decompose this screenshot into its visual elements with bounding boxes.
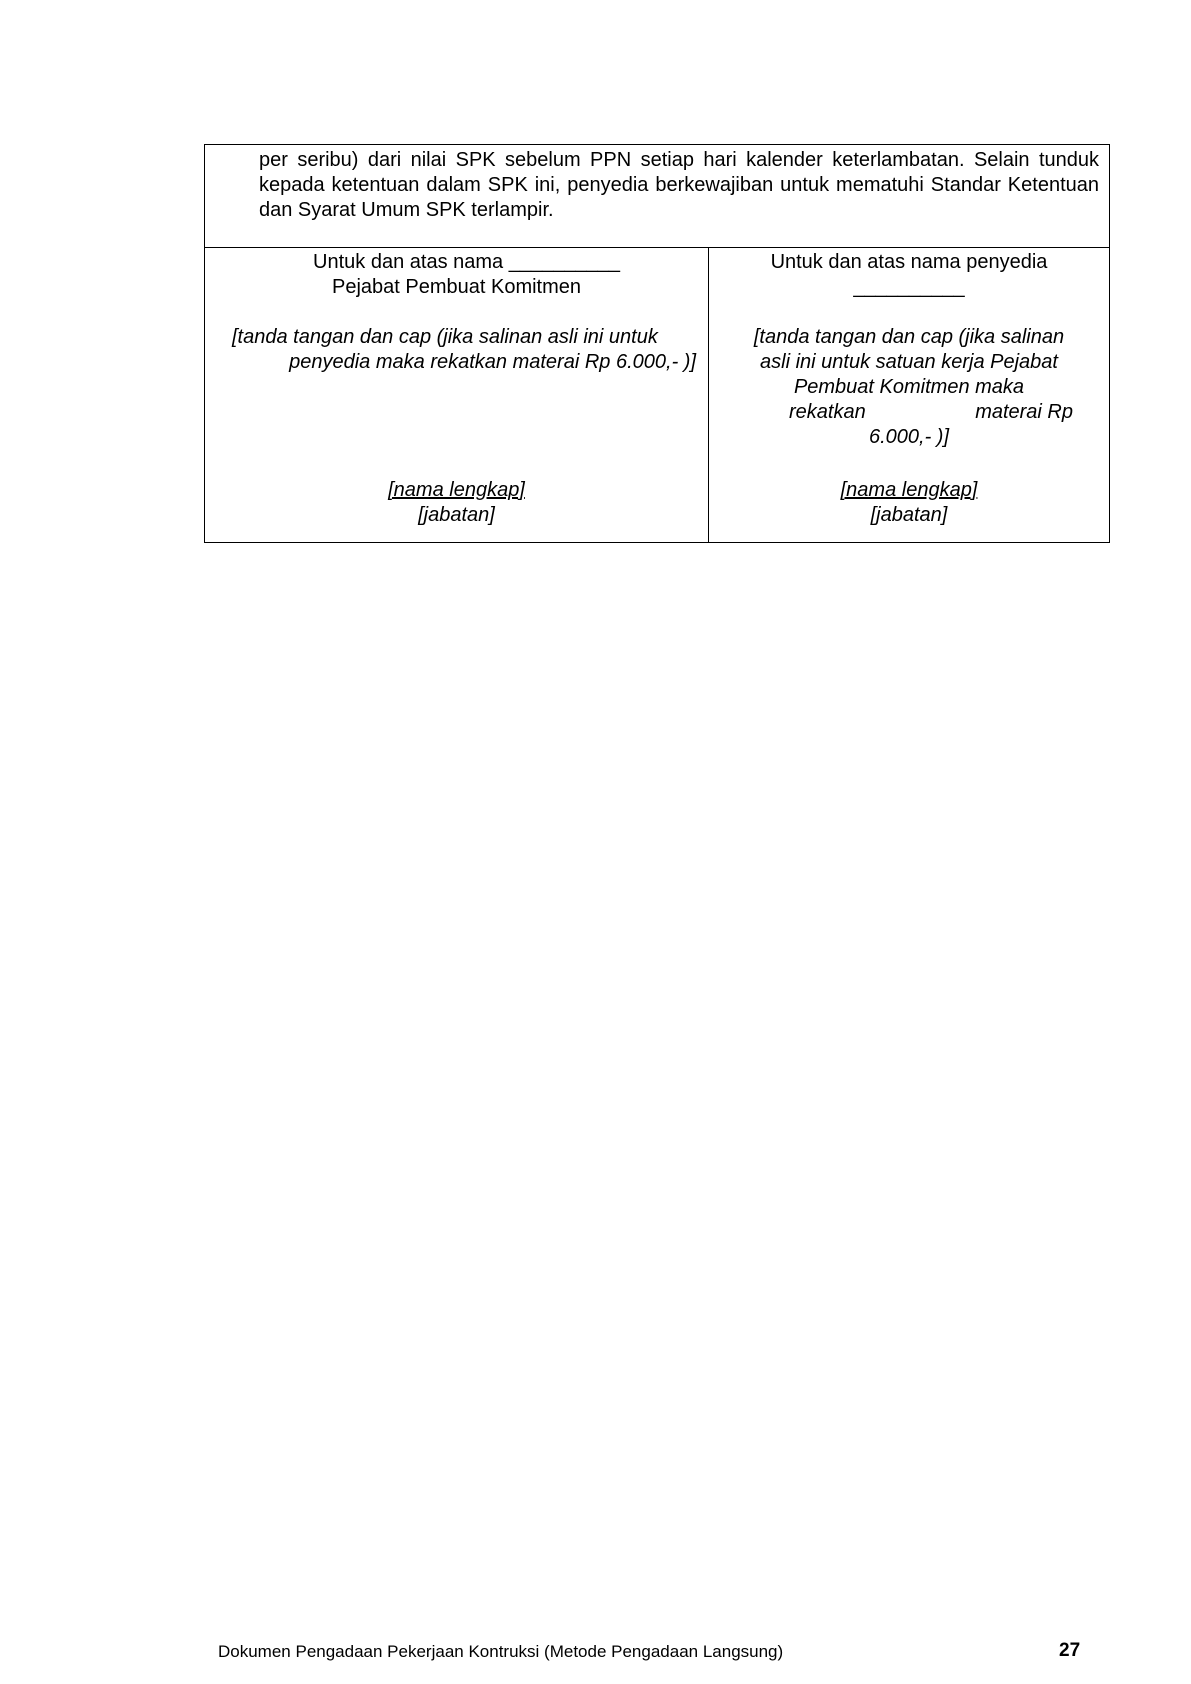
- page-number: 27: [1059, 1640, 1081, 1661]
- ppk-note-line1: [tanda tangan dan cap (jika salinan asli ini untuk: [232, 326, 658, 348]
- ppk-note-line2: penyedia maka rekatkan materai Rp 6.000,- )]: [289, 351, 696, 373]
- signature-block-ppk: [205, 248, 709, 542]
- provider-position: [jabatan]: [870, 504, 948, 526]
- page-footer-title: Dokumen Pengadaan Pekerjaan Kontruksi (Metode Pengadaan Langsung): [218, 1642, 784, 1661]
- provider-full-name-text: [nama lengkap]: [840, 479, 978, 501]
- ppk-signatory: [205, 478, 708, 528]
- provider-note-line5: 6.000,- )]: [868, 426, 950, 448]
- ppk-full-name: [205, 478, 708, 503]
- clause-row: [205, 145, 1109, 248]
- clause-text: per seribu) dari nilai SPK sebelum PPN setiap hari kalender keterlambatan. Selain tunduk kepada ketentuan dalam SPK ini, penyedia berkewajiban untuk mematuhi Standar Ketentuan dan Syarat Umum SPK terlampir.: [259, 149, 1099, 221]
- provider-note-line4-left: rekatkan: [789, 401, 866, 423]
- ppk-full-name-text: [nama lengkap]: [388, 479, 525, 501]
- ppk-position: [jabatan]: [418, 504, 495, 526]
- provider-note-line4: [709, 400, 1109, 425]
- contract-signature-table: [204, 144, 1110, 543]
- provider-signature-note: [709, 325, 1109, 450]
- ppk-heading-line2: Pejabat Pembuat Komitmen: [331, 276, 582, 298]
- provider-heading-line1: Untuk dan atas nama penyedia: [770, 251, 1048, 273]
- signature-row: [205, 248, 1109, 542]
- provider-signatory: [709, 478, 1109, 528]
- provider-note-line2: asli ini untuk satuan kerja Pejabat: [760, 351, 1058, 373]
- provider-heading-line2: __________: [853, 276, 965, 298]
- provider-full-name: [709, 478, 1109, 503]
- provider-note-line4-right: materai Rp: [975, 401, 1073, 423]
- provider-note-line3: Pembuat Komitmen maka: [793, 376, 1025, 398]
- provider-heading: [709, 250, 1109, 300]
- ppk-heading: [205, 250, 708, 300]
- ppk-heading-line1: Untuk dan atas nama __________: [313, 251, 620, 273]
- signature-block-provider: [709, 248, 1109, 542]
- ppk-signature-note: [205, 325, 708, 375]
- provider-note-line1: [tanda tangan dan cap (jika salinan: [753, 326, 1065, 348]
